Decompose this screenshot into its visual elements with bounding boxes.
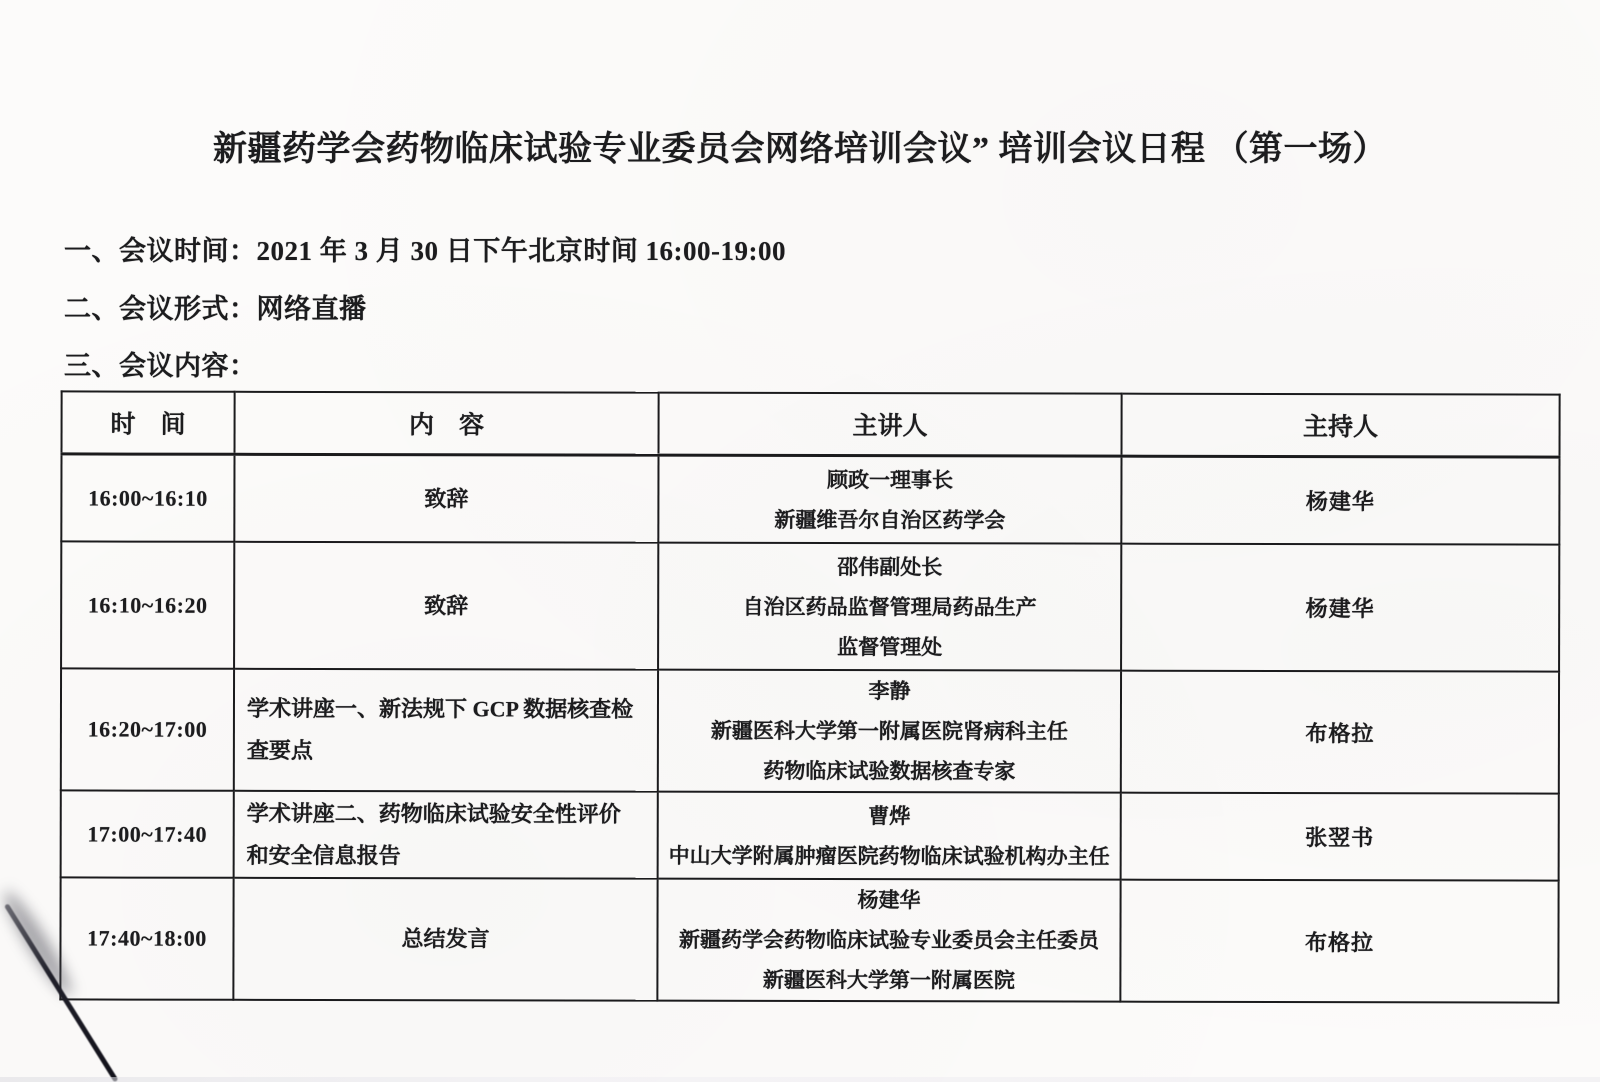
time-cell: 16:00~16:10	[61, 454, 234, 542]
content-cell	[233, 878, 657, 1001]
content-line: 学术讲座一、新法规下 GCP 数据核查检	[246, 695, 634, 722]
speaker-affiliation: 新疆医科大学第一附属医院	[762, 967, 1015, 993]
speaker-affiliation: 中山大学附属肿瘤医院药物临床试验机构办主任	[668, 843, 1110, 869]
meeting-format-line: 二、会议形式：网络直播	[64, 294, 367, 324]
speaker-title: 药物临床试验数据核查专家	[763, 758, 1016, 784]
speaker-cell	[657, 879, 1120, 1002]
document-title: 新疆药学会药物临床试验专业委员会网络培训会议” 培训会议日程 （第一场）	[213, 131, 1387, 168]
header-speaker: 主讲人	[659, 393, 1122, 456]
speaker-cell	[658, 670, 1121, 793]
content-line: 致辞	[424, 592, 469, 618]
content-line: 学术讲座二、药物临床试验安全性评价	[246, 800, 621, 827]
table-row	[61, 668, 1559, 793]
table-row	[61, 790, 1559, 880]
speaker-name: 顾政一理事长	[826, 467, 953, 492]
table-row	[60, 877, 1558, 1002]
time-cell: 17:00~17:40	[61, 790, 234, 877]
scan-edge-artifact	[0, 1077, 1600, 1082]
speaker-name: 曹烨	[868, 803, 911, 828]
host-cell: 杨建华	[1121, 456, 1559, 544]
content-cell	[234, 542, 658, 670]
content-line: 查要点	[246, 737, 313, 763]
speaker-cell	[658, 792, 1121, 880]
speaker-name: 杨建华	[857, 888, 921, 913]
time-cell: 16:20~17:00	[61, 668, 234, 790]
header-time: 时 间	[62, 391, 235, 454]
agenda-table	[59, 390, 1560, 1003]
host-cell: 布格拉	[1121, 671, 1559, 794]
speaker-cell	[658, 455, 1121, 543]
content-cell	[234, 454, 658, 542]
speaker-affiliation: 新疆医科大学第一附属医院肾病科主任	[710, 718, 1068, 744]
speaker-affiliation: 新疆药学会药物临床试验专业委员会主任委员	[678, 927, 1100, 953]
speaker-affiliation: 新疆维吾尔自治区药学会	[774, 507, 1006, 532]
speaker-affiliation: 自治区药品监督管理局药品生产	[742, 594, 1037, 619]
time-cell: 16:10~16:20	[61, 541, 234, 668]
table-header-row	[62, 391, 1560, 457]
meeting-time-line: 一、会议时间：2021 年 3 月 30 日下午北京时间 16:00-19:00	[64, 236, 786, 266]
content-line: 致辞	[424, 485, 469, 511]
header-host: 主持人	[1122, 394, 1560, 457]
content-cell	[234, 791, 658, 879]
speaker-cell	[658, 543, 1121, 671]
speaker-name: 李静	[868, 679, 911, 704]
content-line: 总结发言	[401, 926, 490, 952]
table-row	[61, 454, 1559, 545]
table-row	[61, 541, 1559, 671]
host-cell: 布格拉	[1120, 880, 1558, 1003]
speaker-name: 邵伟副处长	[837, 554, 943, 579]
host-cell: 杨建华	[1121, 544, 1559, 672]
meeting-content-line: 三、会议内容：	[64, 351, 257, 381]
host-cell: 张翌书	[1121, 793, 1559, 881]
speaker-affiliation: 监督管理处	[837, 634, 943, 659]
content-line: 和安全信息报告	[246, 842, 401, 868]
time-cell: 17:40~18:00	[60, 877, 233, 999]
content-cell	[234, 669, 658, 792]
header-content: 内 容	[235, 392, 659, 455]
